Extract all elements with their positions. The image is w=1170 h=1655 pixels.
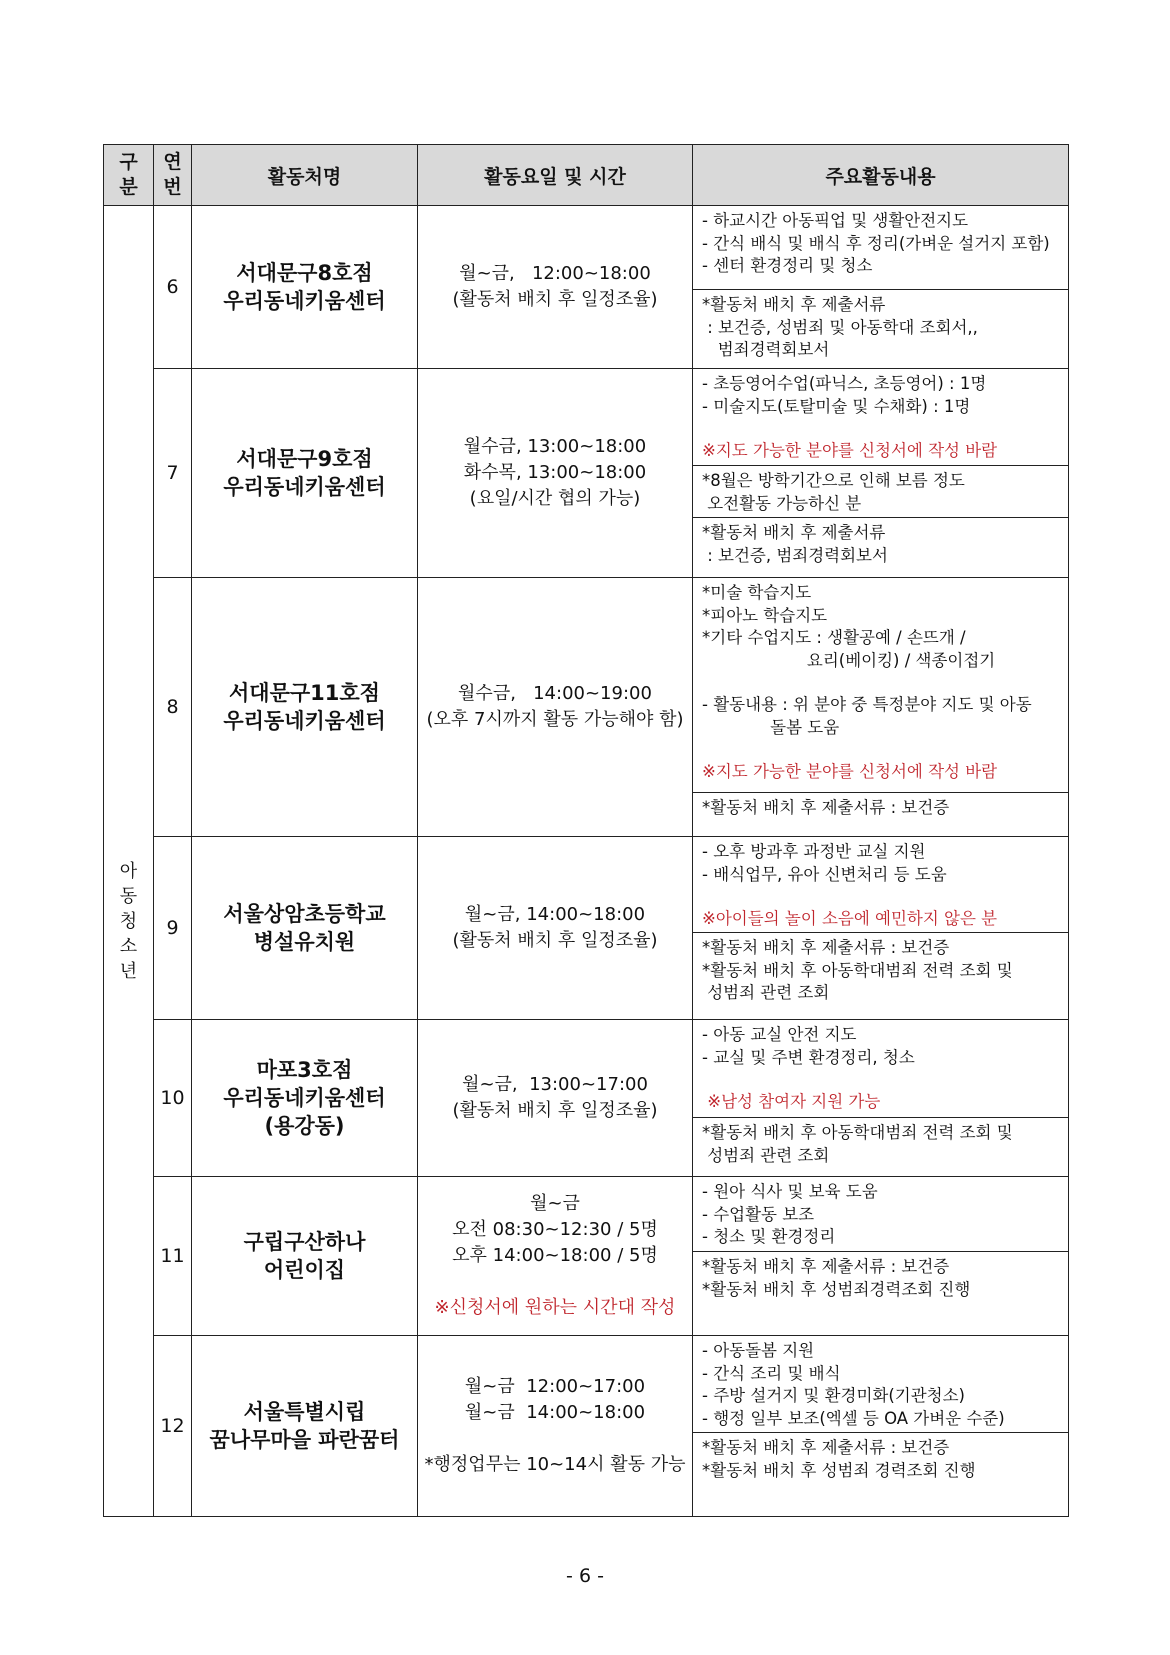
schedule-cell — [418, 578, 693, 837]
page-number: - 6 - — [566, 1565, 604, 1587]
content-line: - 주방 설거지 및 환경미화(기관청소) — [702, 1386, 965, 1405]
schedule-note: ※신청서에 원하는 시간대 작성 — [434, 1297, 676, 1318]
content-line: : 보건증, 성범죄 및 아동학대 조회서,, — [702, 317, 978, 337]
content-line: *활동처 배치 후 제출서류 — [702, 295, 886, 314]
content-line: - 하교시간 아동픽업 및 생활안전지도 — [702, 211, 969, 230]
content-line: *활동처 배치 후 제출서류 : 보건증 — [702, 1257, 950, 1276]
place-name-text: 서울상암초등학교 병설유치원 — [223, 902, 386, 954]
content-line: - 오후 방과후 과정반 교실 지원 — [702, 842, 926, 861]
content-line: 범죄경력회보서 — [702, 340, 830, 359]
schedule-text: 월~금, 12:00~18:00 (활동처 배치 후 일정조율) — [452, 263, 658, 310]
content-line: - 센터 환경정리 및 청소 — [702, 256, 873, 275]
content-line: - 수업활동 보조 — [702, 1204, 815, 1224]
content-line: : 보건증, 범죄경력회보서 — [702, 545, 888, 565]
schedule-cell — [418, 369, 693, 578]
content-line: - 간식 조리 및 배식 — [702, 1363, 841, 1383]
place-name — [192, 1336, 418, 1517]
schedule-cell — [418, 837, 693, 1020]
category-label: 아 동 청 소 년 — [119, 860, 138, 982]
row-number: 10 — [154, 1020, 192, 1177]
content-block — [693, 578, 1068, 793]
content-line — [702, 886, 1060, 908]
content-cell — [693, 837, 1069, 1020]
content-block — [693, 466, 1068, 518]
content-line: *활동처 배치 후 제출서류 : 보건증 — [702, 938, 950, 957]
activity-table — [103, 144, 1069, 1517]
content-block — [693, 1118, 1068, 1176]
schedule-text: 월~금 오전 08:30~12:30 / 5명 오후 14:00~18:00 / 5명 ※신청서에 원하는 시간대 작성 — [434, 1193, 676, 1318]
table-row — [104, 1336, 1069, 1517]
content-line: ※남성 참여자 지원 가능 — [702, 1092, 881, 1111]
content-line: *활동처 배치 후 아동학대범죄 전력 조회 및 — [702, 960, 1013, 980]
content-line: 성범죄 관련 조회 — [702, 1145, 830, 1165]
header-schedule: 활동요일 및 시간 — [418, 145, 693, 206]
content-block — [693, 1177, 1068, 1252]
content-line: 요리(베이킹) / 색종이접기 — [702, 650, 996, 670]
place-name-text: 구립구산하나 어린이집 — [243, 1230, 366, 1282]
content-cell — [693, 369, 1069, 578]
category-cell — [104, 206, 154, 1517]
header-number: 연 번 — [154, 145, 192, 206]
content-line — [702, 418, 1060, 440]
schedule-cell — [418, 206, 693, 369]
content-line: *활동처 배치 후 제출서류 : 보건증 — [702, 1438, 950, 1457]
content-block — [693, 290, 1068, 368]
place-name — [192, 206, 418, 369]
place-name — [192, 1020, 418, 1177]
content-line: ※지도 가능한 분야를 신청서에 작성 바람 — [702, 762, 998, 781]
content-cell — [693, 206, 1069, 369]
content-block — [693, 206, 1068, 290]
table-row — [104, 578, 1069, 837]
content-line: - 교실 및 주변 환경정리, 청소 — [702, 1047, 915, 1067]
content-line: *활동처 배치 후 성범죄경력조회 진행 — [702, 1279, 971, 1299]
row-number: 6 — [154, 206, 192, 369]
table-row — [104, 1177, 1069, 1336]
content-block — [693, 1433, 1068, 1516]
content-line: *기타 수업지도 : 생활공예 / 손뜨개 / — [702, 628, 966, 647]
content-line: ※지도 가능한 분야를 신청서에 작성 바람 — [702, 441, 998, 460]
table-row — [104, 369, 1069, 578]
content-line: - 초등영어수업(파닉스, 초등영어) : 1명 — [702, 374, 987, 393]
content-line: 오전활동 가능하신 분 — [702, 493, 862, 513]
schedule-cell — [418, 1177, 693, 1336]
schedule-text: 월수금, 14:00~19:00 (오후 7시까지 활동 가능해야 함) — [426, 683, 684, 730]
place-name-text: 서대문구8호점 우리동네키움센터 — [223, 261, 386, 313]
content-line — [702, 672, 1060, 694]
schedule-cell — [418, 1336, 693, 1517]
content-line: ※아이들의 놀이 소음에 예민하지 않은 분 — [702, 909, 998, 928]
content-block — [693, 793, 1068, 836]
content-line: - 배식업무, 유아 신변처리 등 도움 — [702, 864, 947, 884]
schedule-text: 월~금, 13:00~17:00 (활동처 배치 후 일정조율) — [452, 1074, 658, 1121]
content-block — [693, 933, 1068, 1019]
content-line: - 원아 식사 및 보육 도움 — [702, 1182, 878, 1201]
content-cell — [693, 1177, 1069, 1336]
content-cell — [693, 578, 1069, 837]
schedule-text: 월수금, 13:00~18:00 화수목, 13:00~18:00 (요일/시간 협의 가능) — [463, 436, 647, 509]
content-block — [693, 518, 1068, 577]
content-block — [693, 1336, 1068, 1433]
content-line: - 미술지도(토탈미술 및 수채화) : 1명 — [702, 396, 971, 416]
table-row — [104, 1020, 1069, 1177]
row-number: 7 — [154, 369, 192, 578]
header-category: 구 분 — [104, 145, 154, 206]
content-line: *활동처 배치 후 제출서류 : 보건증 — [702, 798, 950, 817]
content-line — [702, 739, 1060, 761]
content-line: - 아동돌봄 지원 — [702, 1341, 815, 1360]
table-row — [104, 837, 1069, 1020]
content-line — [702, 1069, 1060, 1091]
content-block — [693, 837, 1068, 933]
row-number: 12 — [154, 1336, 192, 1517]
place-name — [192, 837, 418, 1020]
place-name — [192, 369, 418, 578]
place-name-text: 서울특별시립 꿈나무마을 파란꿈터 — [209, 1400, 400, 1452]
place-name-text: 서대문구11호점 우리동네키움센터 — [223, 681, 386, 733]
header-row — [104, 145, 1069, 206]
content-line: 돌봄 도움 — [702, 717, 840, 737]
row-number: 8 — [154, 578, 192, 837]
place-name-text: 마포3호점 우리동네키움센터 (용강동) — [223, 1058, 386, 1138]
content-line: - 활동내용 : 위 분야 중 특정분야 지도 및 아동 — [702, 695, 1032, 714]
content-line: *8월은 방학기간으로 인해 보름 정도 — [702, 471, 965, 490]
content-block — [693, 1252, 1068, 1335]
content-line: 성범죄 관련 조회 — [702, 983, 830, 1002]
content-line: *미술 학습지도 — [702, 583, 812, 602]
header-content: 주요활동내용 — [693, 145, 1069, 206]
place-name-text: 서대문구9호점 우리동네키움센터 — [223, 447, 386, 499]
row-number: 11 — [154, 1177, 192, 1336]
row-number: 9 — [154, 837, 192, 1020]
content-line: - 간식 배식 및 배식 후 정리(가벼운 설거지 포함) — [702, 233, 1050, 253]
content-line: - 행정 일부 보조(엑셀 등 OA 가벼운 수준) — [702, 1408, 1005, 1428]
schedule-cell — [418, 1020, 693, 1177]
content-block — [693, 369, 1068, 466]
content-line: *활동처 배치 후 아동학대범죄 전력 조회 및 — [702, 1123, 1013, 1142]
content-line: *피아노 학습지도 — [702, 605, 828, 625]
schedule-text: 월~금 12:00~17:00 월~금 14:00~18:00 *행정업무는 10~14시 활동 가능 — [424, 1376, 686, 1475]
header-place: 활동처명 — [192, 145, 418, 206]
content-line: *활동처 배치 후 제출서류 — [702, 523, 886, 542]
content-line: - 청소 및 환경정리 — [702, 1227, 836, 1246]
content-line: - 아동 교실 안전 지도 — [702, 1025, 857, 1044]
content-line: *활동처 배치 후 성범죄 경력조회 진행 — [702, 1460, 976, 1480]
place-name — [192, 1177, 418, 1336]
content-block — [693, 1020, 1068, 1118]
content-cell — [693, 1336, 1069, 1517]
schedule-text: 월~금, 14:00~18:00 (활동처 배치 후 일정조율) — [452, 904, 658, 951]
place-name — [192, 578, 418, 837]
content-cell — [693, 1020, 1069, 1177]
table-row — [104, 206, 1069, 369]
